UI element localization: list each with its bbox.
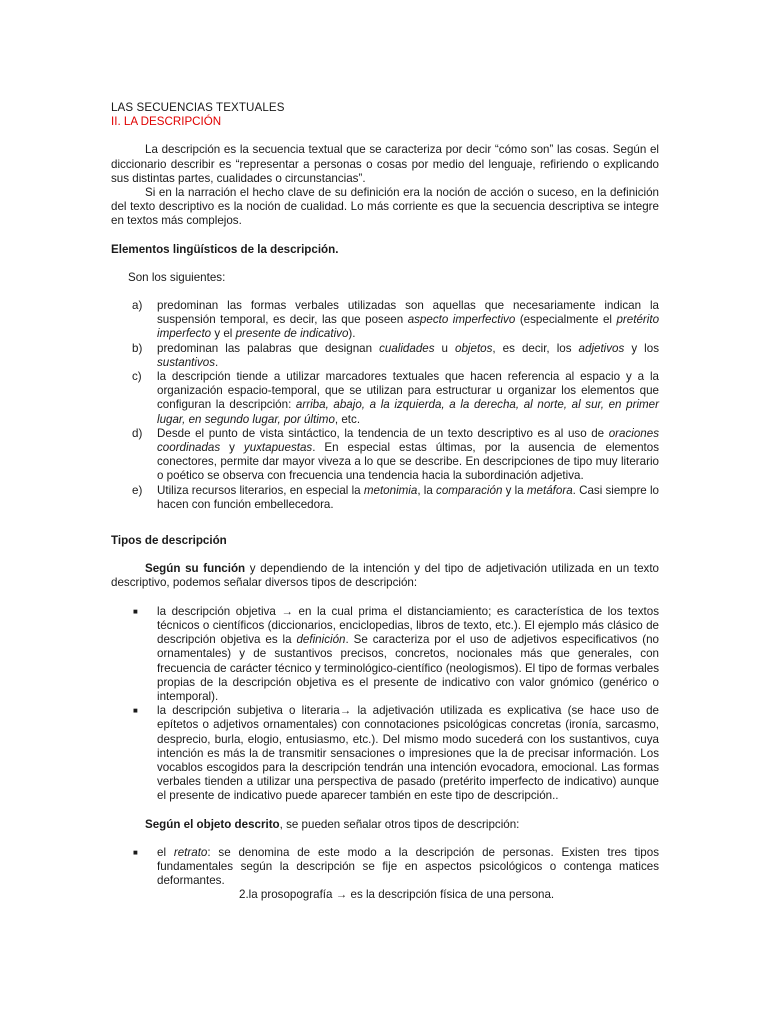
elementos-list bbox=[111, 299, 659, 512]
italic-text: arriba, abajo, a la izquierda, a la derecha, al norte, al sur, en primer lugar, en segundo lugar, por último bbox=[157, 398, 659, 426]
prosopografia-line: 2.la prosopografía → es la descripción física de una persona. bbox=[239, 888, 555, 902]
list-text: , es decir, los bbox=[492, 341, 579, 355]
italic-text: metonimia bbox=[363, 483, 418, 497]
intro-paragraph-2: Si en la narración el hecho clave de su definición era la noción de acción o suceso, en la definición del texto descriptivo es la noción de cualidad. Lo más corriente es que la secuencia descriptiva se integre en textos más complejos. bbox=[111, 186, 659, 228]
list-text: el bbox=[157, 845, 174, 859]
objeto-list bbox=[111, 846, 659, 889]
list-item bbox=[111, 342, 659, 370]
list-text: y los bbox=[624, 341, 659, 355]
italic-text: yuxtapuestas bbox=[243, 441, 313, 455]
bullet-icon: ■ bbox=[133, 606, 138, 616]
list-text: y bbox=[220, 441, 244, 455]
list-item bbox=[111, 427, 659, 484]
funcion-list bbox=[111, 605, 659, 804]
section-subtitle: II. LA DESCRIPCIÓN bbox=[111, 115, 222, 129]
list-text: (especialmente el bbox=[515, 313, 617, 327]
italic-text: sustantivos bbox=[157, 355, 215, 369]
italic-text: presente de indicativo bbox=[235, 327, 349, 341]
document-page bbox=[111, 101, 659, 903]
intro-paragraph-1: La descripción es la secuencia textual que se caracteriza por decir “cómo son” las cosas. Según el diccionario describir es “representar a personas o cosas por medio del lenguaje, refiriendo o explicando sus distintas partes, cualidades o circunstancias”. bbox=[111, 143, 659, 185]
list-text: y el bbox=[211, 327, 236, 341]
list-text: la descripción tiende a utilizar marcadores textuales que hacen referencia al espacio y a la organización espacio-temporal, que se utilizan para estructurar u organizar los elementos que configuran la descripción: bbox=[157, 370, 659, 412]
objeto-label: Según el objeto descrito bbox=[145, 817, 280, 831]
objeto-text: , se pueden señalar otros tipos de descripción: bbox=[279, 817, 520, 831]
italic-text: cualidades bbox=[379, 341, 435, 355]
list-text: , etc. bbox=[334, 412, 361, 426]
list-marker: b) bbox=[132, 341, 143, 355]
italic-text: adjetivos bbox=[578, 341, 625, 355]
list-marker: e) bbox=[132, 483, 143, 497]
list-item bbox=[111, 704, 659, 803]
elementos-lead: Son los siguientes: bbox=[128, 270, 226, 284]
list-item bbox=[111, 846, 659, 889]
italic-text: retrato bbox=[173, 845, 208, 859]
italic-text: definición bbox=[296, 633, 346, 647]
list-text: u bbox=[434, 341, 456, 355]
list-text: y la bbox=[502, 483, 527, 497]
list-text: : se denomina de este modo a la descripción de personas. Existen tres tipos fundamentales según la descripción se fije en aspectos psicológicos o contenga matices deformantes. bbox=[157, 845, 659, 888]
elementos-heading: Elementos lingüísticos de la descripción. bbox=[111, 242, 339, 256]
list-text: . Casi siempre lo hacen con función embellecedora. bbox=[157, 483, 659, 511]
list-text: Utiliza recursos literarios, en especial la bbox=[157, 483, 364, 497]
list-item bbox=[111, 370, 659, 427]
list-text: la descripción subjetiva o literaria→ la adjetivación utilizada es explicativa (se hace uso de epítetos o adjetivos ornamentales) con connotaciones psicológicas concretas (ironía, sarcasmo, desprecio, burla, elogio, entusiasmo, etc.). Del mismo modo sucederá con los sustantivos, cuya intención es más la de transmitir sensaciones o impresiones que la de precisar información. Los vocablos escogidos para la descripción tendrán una intención evocadora, emocional. Las formas verbales tienden a utilizar una perspectiva de pasado (pretérito imperfecto de indicativo) aunque el presente de indicativo puede aparecer también en este tipo de descripción.. bbox=[157, 704, 659, 803]
list-text: ). bbox=[348, 327, 356, 341]
document-title: LAS SECUENCIAS TEXTUALES bbox=[111, 101, 285, 114]
list-item bbox=[111, 299, 659, 342]
funcion-text: y dependiendo de la intención y del tipo de adjetivación utilizada en un texto descriptivo, podemos señalar diversos tipos de descripción: bbox=[111, 562, 659, 590]
italic-text: comparación bbox=[436, 483, 503, 497]
funcion-paragraph bbox=[111, 562, 659, 590]
list-text: . En especial estas últimas, por la ausencia de elementos conectores, permite dar mayor viveza a lo que se describe. En descripciones de tipo muy literario o poético se observa con frecuencia una tendencia hacia la subordinación adjetiva. bbox=[157, 441, 659, 483]
list-text: . bbox=[215, 355, 219, 369]
list-text: predominan las formas verbales utilizadas son aquellas que necesariamente indican la suspensión temporal, es decir, las que poseen bbox=[157, 299, 659, 327]
bullet-icon: ■ bbox=[133, 847, 138, 857]
list-item bbox=[111, 484, 659, 512]
list-text: . Se caracteriza por el uso de adjetivos especificativos (no ornamentales) y de sustantivos precisos, concretos, nocionales más que generales, con frecuencia de carácter técnico y terminológico-científico (neologismos). El tipo de formas verbales propias de la descripción objetiva es el presente de indicativo con valor gnómico (genérico o intemporal). bbox=[157, 633, 659, 703]
objeto-paragraph bbox=[111, 818, 659, 832]
bullet-icon: ■ bbox=[133, 706, 138, 716]
list-text: Desde el punto de vista sintáctico, la tendencia de un texto descriptivo es al uso de bbox=[157, 426, 609, 440]
list-marker: d) bbox=[132, 426, 143, 440]
italic-text: metáfora bbox=[526, 483, 573, 497]
tipos-heading: Tipos de descripción bbox=[111, 534, 227, 548]
list-marker: a) bbox=[132, 299, 143, 313]
list-item bbox=[111, 605, 659, 704]
italic-text: objetos bbox=[455, 341, 493, 355]
list-text: predominan las palabras que designan bbox=[157, 341, 380, 355]
funcion-label: Según su función bbox=[145, 562, 246, 576]
italic-text: aspecto imperfectivo bbox=[407, 313, 516, 327]
list-text: , la bbox=[417, 483, 437, 497]
italic-text: oraciones coordinadas bbox=[157, 426, 659, 455]
italic-text: pretérito imperfecto bbox=[157, 313, 660, 341]
list-text: la descripción objetiva → en la cual prima el distanciamiento; es característica de los textos técnicos o científicos (diccionarios, enciclopedias, libros de texto, etc.). El ejemplo más clásico de descripción objetiva es la bbox=[157, 604, 659, 647]
list-marker: c) bbox=[132, 370, 142, 384]
